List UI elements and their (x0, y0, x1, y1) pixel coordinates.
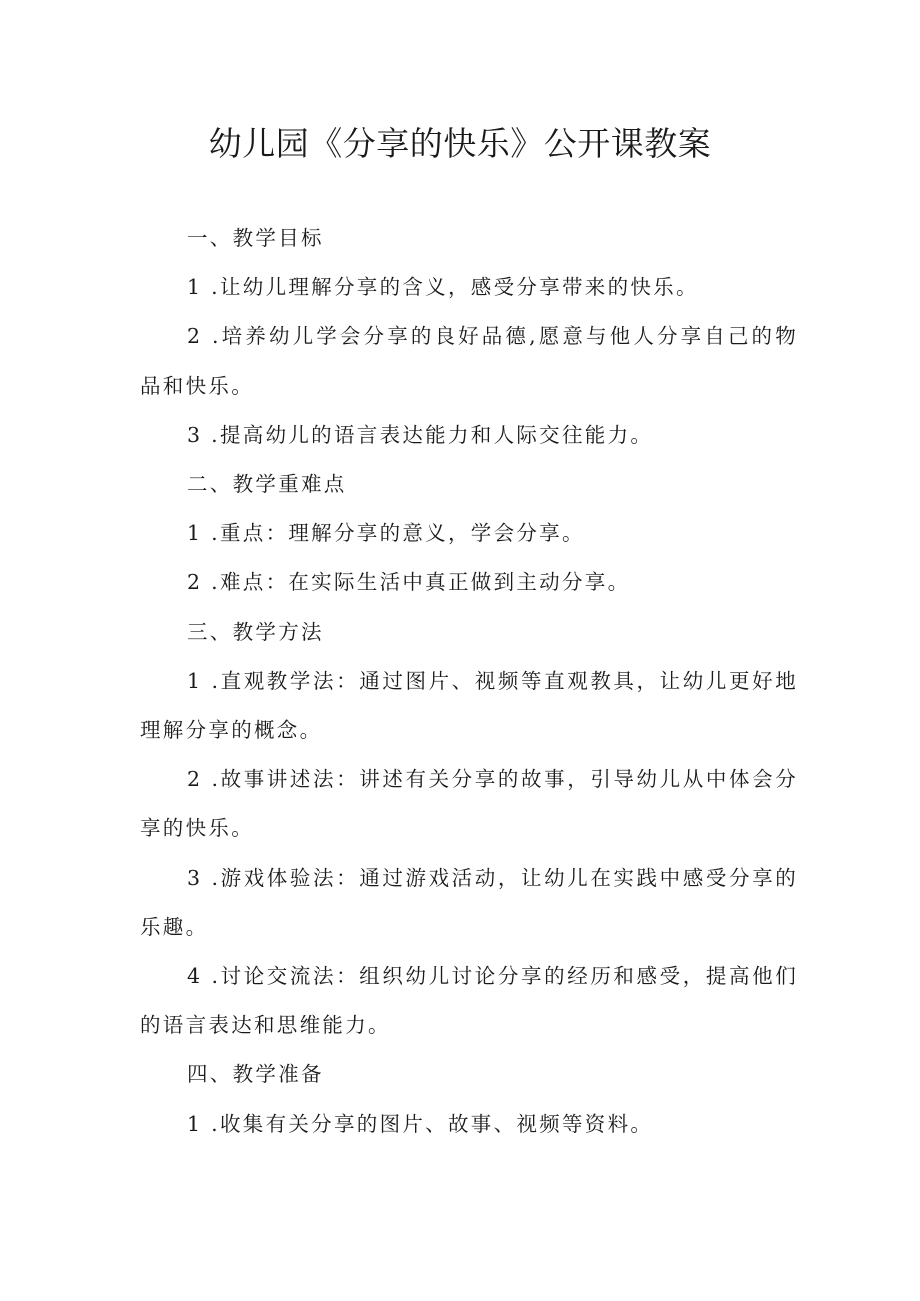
document-body (140, 214, 798, 1149)
section-heading-methods: 三、教学方法 (187, 619, 324, 644)
paragraph: 2 .培养幼儿学会分享的良好品德,愿意与他人分享自己的物品和快乐。 (140, 324, 798, 398)
paragraph: 4 .讨论交流法：组织幼儿讨论分享的经历和感受，提高他们的语言表达和思维能力。 (140, 964, 798, 1038)
section-heading-objectives: 一、教学目标 (187, 226, 324, 250)
paragraph: 2 .故事讲述法：讲述有关分享的故事，引导幼儿从中体会分享的快乐。 (140, 767, 798, 841)
paragraph: 3 .提高幼儿的语言表达能力和人际交往能力。 (187, 422, 654, 447)
paragraph: 2 .难点：在实际生活中真正做到主动分享。 (187, 570, 631, 595)
paragraph: 1 .重点：理解分享的意义，学会分享。 (187, 521, 585, 546)
paragraph: 3 .游戏体验法：通过游戏活动，让幼儿在实践中感受分享的乐趣。 (140, 865, 798, 939)
document-title: 幼儿园《分享的快乐》公开课教案 (208, 124, 712, 163)
section-heading-preparation: 四、教学准备 (187, 1062, 324, 1087)
paragraph: 1 .直观教学法：通过图片、视频等直观教具，让幼儿更好地理解分享的概念。 (140, 668, 798, 743)
section-heading-key-points: 二、教学重难点 (187, 472, 347, 497)
paragraph: 1 .让幼儿理解分享的含义，感受分享带来的快乐。 (187, 275, 699, 300)
paragraph: 1 .收集有关分享的图片、故事、视频等资料。 (187, 1111, 654, 1136)
